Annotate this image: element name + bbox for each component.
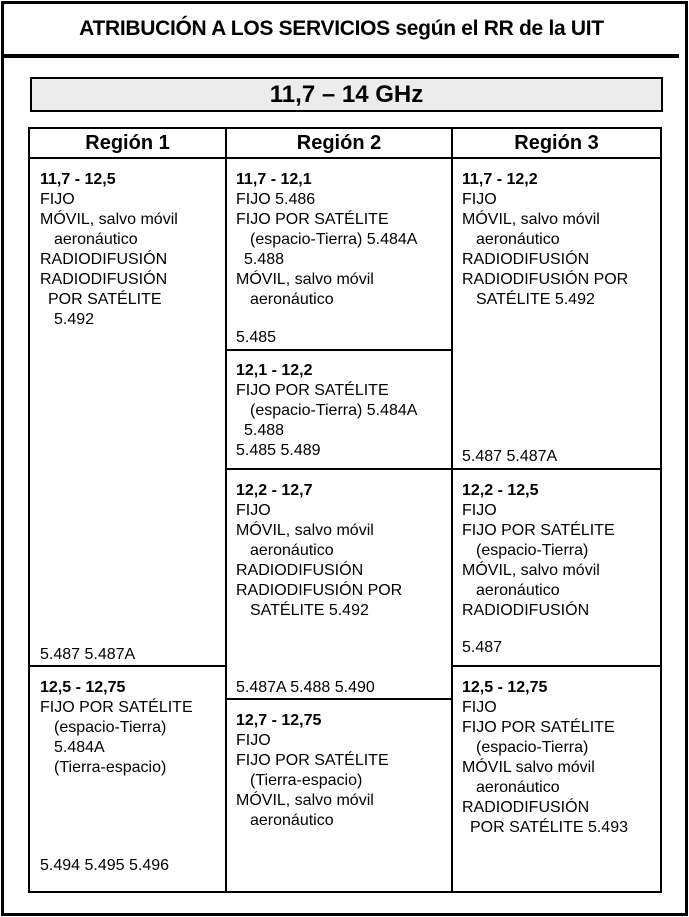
r3-cell-3 [462, 678, 658, 838]
service-line: FIJO [462, 191, 497, 208]
service-line: 5.492 [54, 311, 95, 328]
service-line: 5.484A [54, 739, 105, 756]
band-range: 12,5 - 12,75 [40, 679, 126, 696]
band-range: 12,1 - 12,2 [236, 362, 313, 379]
column-divider-1 [225, 129, 227, 891]
service-line: MÓVIL, salvo móvil [462, 562, 600, 579]
service-line: FIJO POR SATÉLITE [236, 211, 389, 228]
header-divider [30, 157, 660, 159]
service-line: RADIODIFUSIÓN [236, 562, 364, 579]
allocation-table [28, 127, 662, 893]
page-title: ATRIBUCIÓN A LOS SERVICIOS según el RR de la UIT [4, 4, 679, 58]
service-line: SATÉLITE 5.492 [250, 602, 369, 619]
service-line: (espacio-Tierra) 5.484A [250, 231, 418, 248]
band-range: 12,2 - 12,7 [236, 482, 313, 499]
service-line: aeronáutico [250, 291, 334, 308]
service-line: FIJO [462, 699, 497, 716]
band-range: 12,2 - 12,5 [462, 482, 539, 499]
service-line: RADIODIFUSIÓN [462, 602, 590, 619]
service-line: (espacio-Tierra) [476, 739, 589, 756]
service-line: aeronáutico [476, 582, 560, 599]
frequency-band-title: 11,7 – 14 GHz [30, 77, 663, 112]
r3-cell-2-notes: 5.487 [462, 639, 503, 656]
header-region-2: Región 2 [296, 132, 382, 154]
service-line: FIJO POR SATÉLITE [236, 382, 389, 399]
service-line: RADIODIFUSIÓN [462, 799, 590, 816]
service-line: FIJO POR SATÉLITE [236, 752, 389, 769]
service-line: aeronáutico [476, 231, 560, 248]
header-region-3: Región 3 [514, 132, 599, 154]
service-line: RADIODIFUSIÓN POR [462, 271, 629, 288]
service-line: MÓVIL, salvo móvil [236, 271, 374, 288]
service-line: SATÉLITE 5.492 [476, 291, 595, 308]
service-line: FIJO [236, 502, 271, 519]
band-range: 12,7 - 12,75 [236, 712, 322, 729]
service-line: FIJO [40, 191, 75, 208]
service-line: MÓVIL, salvo móvil [236, 792, 374, 809]
service-line: RADIODIFUSIÓN POR [236, 582, 403, 599]
service-line: aeronáutico [476, 779, 560, 796]
service-line: FIJO [462, 502, 497, 519]
r2-cell-1-notes: 5.485 [236, 329, 277, 346]
r1-cell-1 [40, 170, 222, 330]
service-line: 5.485 5.489 [236, 442, 321, 459]
region2-divider-3 [226, 698, 452, 700]
band-range: 11,7 - 12,2 [462, 171, 538, 188]
region2-divider-2 [226, 468, 452, 470]
service-line: FIJO POR SATÉLITE [462, 719, 615, 736]
service-line: aeronáutico [250, 542, 334, 559]
service-line: RADIODIFUSIÓN [40, 271, 168, 288]
service-line: aeronáutico [54, 231, 138, 248]
region3-divider-2 [452, 665, 660, 667]
service-line: RADIODIFUSIÓN [40, 251, 168, 268]
column-divider-2 [451, 129, 453, 891]
r2-cell-3 [236, 481, 450, 621]
service-line: (Tierra-espacio) [54, 759, 167, 776]
r2-cell-1 [236, 170, 450, 310]
service-line: (Tierra-espacio) [250, 772, 363, 789]
r3-cell-1-notes: 5.487 5.487A [462, 448, 558, 465]
r1-cell-1-notes: 5.487 5.487A [40, 646, 136, 663]
service-line: 5.488 [244, 422, 285, 439]
header-region-1: Región 1 [85, 132, 170, 154]
service-line: aeronáutico [250, 812, 334, 829]
service-line: POR SATÉLITE [48, 291, 162, 308]
r1-cell-2-notes: 5.494 5.495 5.496 [40, 857, 170, 874]
service-line: MÓVIL salvo móvil [462, 759, 595, 776]
service-line: (espacio-Tierra) [54, 719, 167, 736]
region3-divider-1 [452, 468, 660, 470]
r2-cell-2 [236, 361, 450, 461]
band-range: 11,7 - 12,1 [236, 171, 312, 188]
service-line: (espacio-Tierra) [476, 542, 589, 559]
service-line: MÓVIL, salvo móvil [40, 211, 178, 228]
service-line: RADIODIFUSIÓN [462, 251, 590, 268]
r1-cell-2 [40, 678, 222, 778]
band-range: 11,7 - 12,5 [40, 171, 116, 188]
service-line: FIJO 5.486 [236, 191, 316, 208]
service-line: (espacio-Tierra) 5.484A [250, 402, 418, 419]
service-line: FIJO [236, 732, 271, 749]
region2-divider-1 [226, 349, 452, 351]
service-line: FIJO POR SATÉLITE [40, 699, 193, 716]
service-line: 5.488 [244, 251, 285, 268]
band-range: 12,5 - 12,75 [462, 679, 548, 696]
r2-cell-3-notes: 5.487A 5.488 5.490 [236, 679, 375, 696]
region1-divider [30, 665, 226, 667]
service-line: FIJO POR SATÉLITE [462, 522, 615, 539]
service-line: MÓVIL, salvo móvil [236, 522, 374, 539]
service-line: MÓVIL, salvo móvil [462, 211, 600, 228]
r2-cell-4 [236, 711, 450, 831]
service-line: POR SATÉLITE 5.493 [470, 819, 628, 836]
r3-cell-1 [462, 170, 658, 310]
r3-cell-2 [462, 481, 658, 621]
